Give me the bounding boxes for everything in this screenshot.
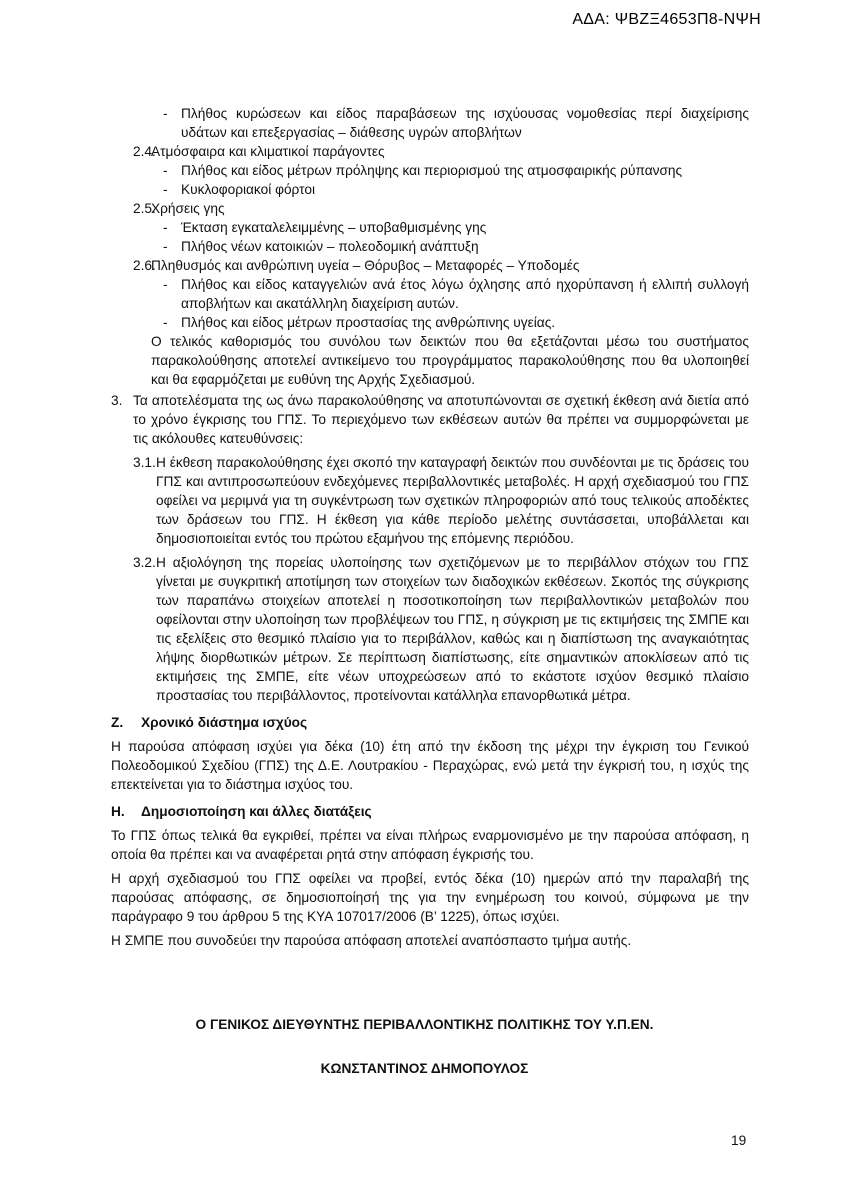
signatory-name: ΚΩΝΣΤΑΝΤΙΝΟΣ ΔΗΜΟΠΟΥΛΟΣ bbox=[320, 1061, 529, 1076]
list-item: - Πλήθος και είδος μέτρων προστασίας της ανθρώπινης υγείας. bbox=[111, 313, 749, 332]
section-z-text: Η παρούσα απόφαση ισχύει για δέκα (10) έτη από την έκδοση της μέχρι την έγκριση του Γενικού Πολεοδομικού Σχεδίου (ΓΠΣ) της Δ.Ε. Λουτρακίου - Περαχώρας, ενώ μετά την έγκρισή του, η ισχύς της επεκτείνεται για το διάστημα ισχύος του. bbox=[111, 739, 749, 792]
ada-code: ΑΔΑ: ΨΒΖΞ4653Π8-ΝΨΗ bbox=[572, 11, 761, 28]
indicator-definition-paragraph: Ο τελικός καθορισμός του συνόλου των δεικτών που θα εξετάζονται μέσω του συστήματος παρακολούθησης αποτελεί αντικείμενο του προγράμματος παρακολούθησης που θα υλοποιηθεί και θα εφαρμόζεται με ευθύνη της Αρχής Σχεδιασμού. bbox=[151, 334, 749, 387]
list-item: - Πλήθος νέων κατοικιών – πολεοδομική ανάπτυξη bbox=[111, 237, 749, 256]
section-h-paragraph-2: Η αρχή σχεδιασμού του ΓΠΣ οφείλει να προβεί, εντός δέκα (10) ημερών από την παραλαβή της παρούσας απόφασης, σε δημοσιοποίησή της για την ενημέρωση του κοινού, σύμφωνα με την παράγραφο 9 του άρθρου 5 της ΚΥΑ 107017/2006 (Β’ 1225), όπως ισχύει. bbox=[111, 871, 749, 924]
list-item: - Έκταση εγκαταλελειμμένης – υποβαθμισμένης γης bbox=[111, 218, 749, 237]
subsection-2-6: 2.6. Πληθυσμός και ανθρώπινη υγεία – Θόρυβος – Μεταφορές – Υποδομές bbox=[133, 258, 580, 273]
list-item: - Πλήθος κυρώσεων και είδος παραβάσεων της ισχύουσας νομοθεσίας περί διαχείρισης υδάτων και επεξεργασίας – διάθεσης υγρών αποβλήτων bbox=[111, 104, 749, 142]
page-number: 19 bbox=[731, 1133, 747, 1148]
subsection-2-5: 2.5. Χρήσεις γης bbox=[133, 201, 225, 216]
section-3: 3. Τα αποτελέσματα της ως άνω παρακολούθησης να αποτυπώνονται σε σχετική έκθεση ανά διετία από το χρόνο έγκρισης του ΓΠΣ. Το περιεχόμενο των εκθέσεων αυτών θα πρέπει να συμμορφώνεται με τις ακόλουθες κατευθύνσεις: bbox=[111, 393, 749, 446]
subsection-3-1: 3.1. Η έκθεση παρακολούθησης έχει σκοπό την καταγραφή δεικτών που συνδέονται με τις δράσεις του ΓΠΣ και αντιπροσωπεύουν ενδεχόμενες περιβαλλοντικές μεταβολές. Η αρχή σχεδιασμού του ΓΠΣ οφείλει να μεριμνά για τη συγκέντρωση των σχετικών πληροφοριών από τους τελικούς αποδέκτες των δράσεων του ΓΠΣ. Η έκθεση για κάθε περίοδο μελέτης συντάσσεται, υποβάλλεται και δημοσιοποιείται εντός του πρώτου εξαμήνου της επόμενης περιόδου. bbox=[133, 455, 749, 546]
section-z-heading: Ζ. Χρονικό διάστημα ισχύος bbox=[111, 715, 308, 730]
section-h-heading: Η. Δημοσιοποίηση και άλλες διατάξεις bbox=[111, 804, 372, 819]
subsection-2-4: 2.4. Ατμόσφαιρα και κλιματικοί παράγοντες bbox=[133, 144, 385, 159]
subsection-3-2: 3.2. Η αξιολόγηση της πορείας υλοποίησης των σχετιζόμενων με το περιβάλλον στόχων του ΓΠΣ γίνεται με συγκριτική αποτίμηση των στοιχείων των διαδοχικών εκθέσεων. Σκοπός της σύγκρισης των παραπάνω στοιχείων αποτελεί η ποσοτικοποίηση των περιβαλλοντικών μεταβολών που οφείλονται στην υλοποίηση των προβλέψεων του ΓΠΣ, η σύγκριση με τις εκτιμήσεις της ΣΜΠΕ και τις εξελίξεις στο θεσμικό πλαίσιο για το περιβάλλον, καθώς και η διαπίστωση της αναγκαιότητας λήψης διορθωτικών μέτρων. Σε περίπτωση διαπίστωσης, είτε σημαντικών αποκλίσεων από τις εκτιμήσεις της ΣΜΠΕ, είτε νέων υποχρεώσεων από το εκάστοτε ισχύον θεσμικό πλαίσιο προστασίας του περιβάλλοντος, προτείνονται κατάλληλα επανορθωτικά μέτρα. bbox=[133, 555, 749, 703]
list-item: - Πλήθος και είδος καταγγελιών ανά έτος λόγω όχλησης από ηχορύπανση ή ελλιπή συλλογή αποβλήτων και ακατάλληλη διαχείριση αυτών. bbox=[111, 275, 749, 313]
section-h-paragraph-1: Το ΓΠΣ όπως τελικά θα εγκριθεί, πρέπει να είναι πλήρως εναρμονισμένο με την παρούσα απόφαση, η οποία θα πρέπει και να αναφέρεται ρητά στην απόφαση έγκρισής του. bbox=[111, 828, 749, 862]
list-item: - Πλήθος και είδος μέτρων πρόληψης και περιορισμού της ατμοσφαιρικής ρύπανσης bbox=[111, 161, 749, 180]
section-h-paragraph-3: Η ΣΜΠΕ που συνοδεύει την παρούσα απόφαση αποτελεί αναπόσπαστο τμήμα αυτής. bbox=[111, 933, 632, 948]
document-body bbox=[111, 104, 749, 950]
list-item: - Κυκλοφοριακοί φόρτοι bbox=[111, 180, 749, 199]
signatory-role: Ο ΓΕΝΙΚΟΣ ΔΙΕΥΘΥΝΤΗΣ ΠΕΡΙΒΑΛΛΟΝΤΙΚΗΣ ΠΟΛΙΤΙΚΗΣ ΤΟΥ Υ.Π.ΕΝ. bbox=[195, 1017, 654, 1032]
